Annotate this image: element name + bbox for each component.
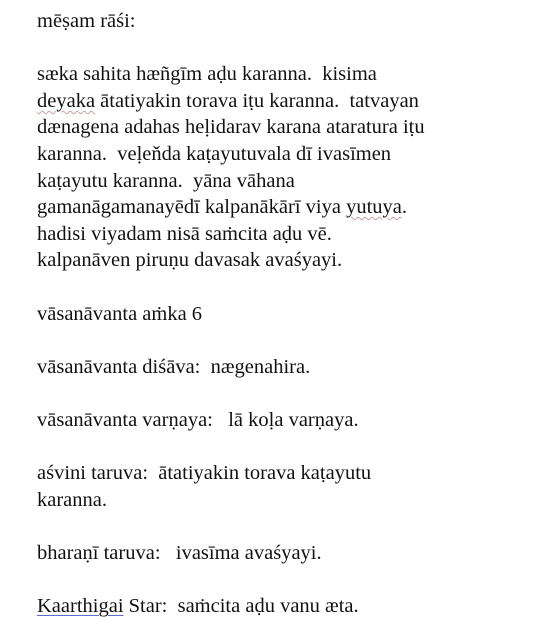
document-body xyxy=(37,0,537,620)
bharani-star: bharaṇī taruva: ivasīma avaśyayi. xyxy=(37,541,322,564)
spellcheck-word: deyaka xyxy=(37,89,96,112)
paragraph-line: kaṭayutu karanna. yāna vāhana xyxy=(37,169,295,192)
lucky-direction: vāsanāvanta diśāva: nægenahira. xyxy=(37,355,311,378)
kaarthigai-text: Star: saṁcita aḍu vanu æta. xyxy=(123,595,359,618)
paragraph-text: . xyxy=(401,196,407,219)
paragraph-text: ātatiyakin torava iṭu karanna. tatvayan xyxy=(95,89,419,112)
spacer xyxy=(37,35,537,62)
aswini-line: karanna. xyxy=(37,488,107,511)
paragraph-line: kalpanāven piruṇu davasak avaśyayi. xyxy=(37,249,343,272)
spellcheck-word: Kaarthigai xyxy=(37,595,124,618)
spacer xyxy=(37,566,537,593)
spellcheck-word: yutuya xyxy=(346,196,402,219)
kaarthigai-star xyxy=(37,593,537,620)
paragraph-line: karanna. veḷeňda kaṭayutuvala dī ivasīmen xyxy=(37,142,392,165)
paragraph-line: sæka sahita hæñgīm aḍu karanna. kisima xyxy=(37,63,377,86)
aswini-line: aśvini taruva: ātatiyakin torava kaṭayutu xyxy=(37,462,372,485)
paragraph-line: hadisi viyadam nisā saṁcita aḍu vē. xyxy=(37,222,332,245)
spacer xyxy=(37,380,537,407)
paragraph-line xyxy=(37,88,537,115)
spacer xyxy=(37,434,537,461)
spacer xyxy=(37,327,537,354)
lucky-color: vāsanāvanta varṇaya: lā koḷa varṇaya. xyxy=(37,408,359,431)
paragraph-line xyxy=(37,194,537,221)
doc-title: mēṣam rāśi: xyxy=(37,10,136,32)
paragraph-line: dænagena adahas heḷidarav karana ataratura iṭu xyxy=(37,116,425,139)
paragraph-text: gamanāgamanayēdī kalpanākārī viya xyxy=(37,196,347,219)
spacer xyxy=(37,274,537,301)
main-paragraph xyxy=(37,61,537,274)
aswini-star xyxy=(37,460,537,513)
lucky-number: vāsanāvanta aṁka 6 xyxy=(37,302,203,325)
spacer xyxy=(37,513,537,540)
